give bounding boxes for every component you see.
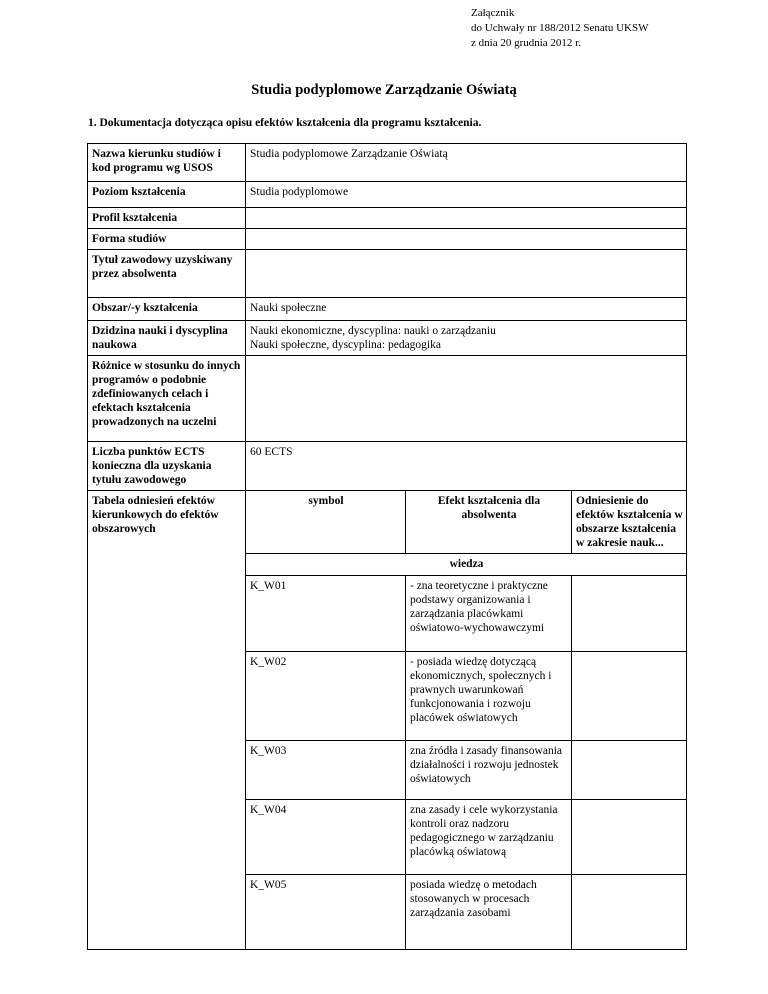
effect-description: - zna teoretyczne i praktyczne podstawy organizowania i zarządzania placówkami oświatowo-wychowawczymi bbox=[406, 576, 572, 652]
category-label: wiedza bbox=[246, 554, 687, 576]
row-value: Studia podyplomowe bbox=[246, 182, 687, 208]
row-label: Tytuł zawodowy uzyskiwany przez absolwenta bbox=[88, 250, 246, 298]
row-value bbox=[246, 356, 687, 442]
table-row bbox=[88, 229, 687, 250]
table-row bbox=[88, 442, 687, 491]
effect-description: zna zasady i cele wykorzystania kontroli oraz nadzoru pedagogicznego w zarządzaniu placówką oświatową bbox=[406, 800, 572, 875]
row-label: Profil kształcenia bbox=[88, 208, 246, 229]
effect-symbol: K_W01 bbox=[246, 576, 406, 652]
effect-reference bbox=[572, 576, 687, 652]
effect-description: posiada wiedzę o metodach stosowanych w procesach zarządzania zasobami bbox=[406, 875, 572, 950]
column-header-reference: Odniesienie do efektów kształcenia w obszarze kształcenia w zakresie nauk... bbox=[572, 491, 687, 554]
effects-header-row bbox=[88, 491, 687, 554]
row-label: Nazwa kierunku studiów i kod programu wg USOS bbox=[88, 144, 246, 182]
row-label: Forma studiów bbox=[88, 229, 246, 250]
row-value bbox=[246, 229, 687, 250]
row-value bbox=[246, 321, 687, 356]
effect-symbol: K_W03 bbox=[246, 741, 406, 800]
section-title: 1. Dokumentacja dotycząca opisu efektów kształcenia dla programu kształcenia. bbox=[88, 117, 482, 129]
table-row bbox=[88, 208, 687, 229]
column-header-symbol: symbol bbox=[246, 491, 406, 554]
effect-description: zna źródła i zasady finansowania działalności i rozwoju jednostek oświatowych bbox=[406, 741, 572, 800]
row-value: Nauki społeczne bbox=[246, 298, 687, 321]
attachment-note bbox=[471, 6, 649, 51]
page-title: Studia podyplomowe Zarządzanie Oświatą bbox=[251, 82, 517, 98]
row-value: Studia podyplomowe Zarządzanie Oświatą bbox=[246, 144, 687, 182]
table-row bbox=[88, 250, 687, 298]
table-row bbox=[88, 356, 687, 442]
row-value bbox=[246, 250, 687, 298]
effect-reference bbox=[572, 800, 687, 875]
row-label: Poziom kształcenia bbox=[88, 182, 246, 208]
effect-symbol: K_W05 bbox=[246, 875, 406, 950]
row-value-line: Nauki ekonomiczne, dyscyplina: nauki o zarządzaniu bbox=[250, 325, 496, 337]
row-label: Różnice w stosunku do innych programów o podobnie zdefiniowanych celach i efektach kształcenia prowadzonych na uczelni bbox=[88, 356, 246, 442]
attachment-note-line: do Uchwały nr 188/2012 Senatu UKSW bbox=[471, 22, 649, 34]
effects-side-label: Tabela odniesień efektów kierunkowych do efektów obszarowych bbox=[88, 491, 246, 950]
attachment-note-line: Załącznik bbox=[471, 7, 515, 19]
row-value: 60 ECTS bbox=[246, 442, 687, 491]
table-row bbox=[88, 182, 687, 208]
effect-symbol: K_W04 bbox=[246, 800, 406, 875]
attachment-note-line: z dnia 20 grudnia 2012 r. bbox=[471, 37, 581, 49]
effect-reference bbox=[572, 652, 687, 741]
row-value bbox=[246, 208, 687, 229]
row-label: Dzidzina nauki i dyscyplina naukowa bbox=[88, 321, 246, 356]
row-label: Obszar/-y kształcenia bbox=[88, 298, 246, 321]
table-row bbox=[88, 298, 687, 321]
effect-reference bbox=[572, 875, 687, 950]
effect-symbol: K_W02 bbox=[246, 652, 406, 741]
table-row bbox=[88, 144, 687, 182]
effect-description: - posiada wiedzę dotyczącą ekonomicznych, społecznych i prawnych uwarunkowań funkcjonowania i rozwoju placówek oświatowych bbox=[406, 652, 572, 741]
table-row bbox=[88, 321, 687, 356]
row-value-line: Nauki społeczne, dyscyplina: pedagogika bbox=[250, 339, 441, 351]
column-header-effect: Efekt kształcenia dla absolwenta bbox=[406, 491, 572, 554]
program-table bbox=[87, 143, 687, 950]
row-label: Liczba punktów ECTS konieczna dla uzyskania tytułu zawodowego bbox=[88, 442, 246, 491]
effect-reference bbox=[572, 741, 687, 800]
